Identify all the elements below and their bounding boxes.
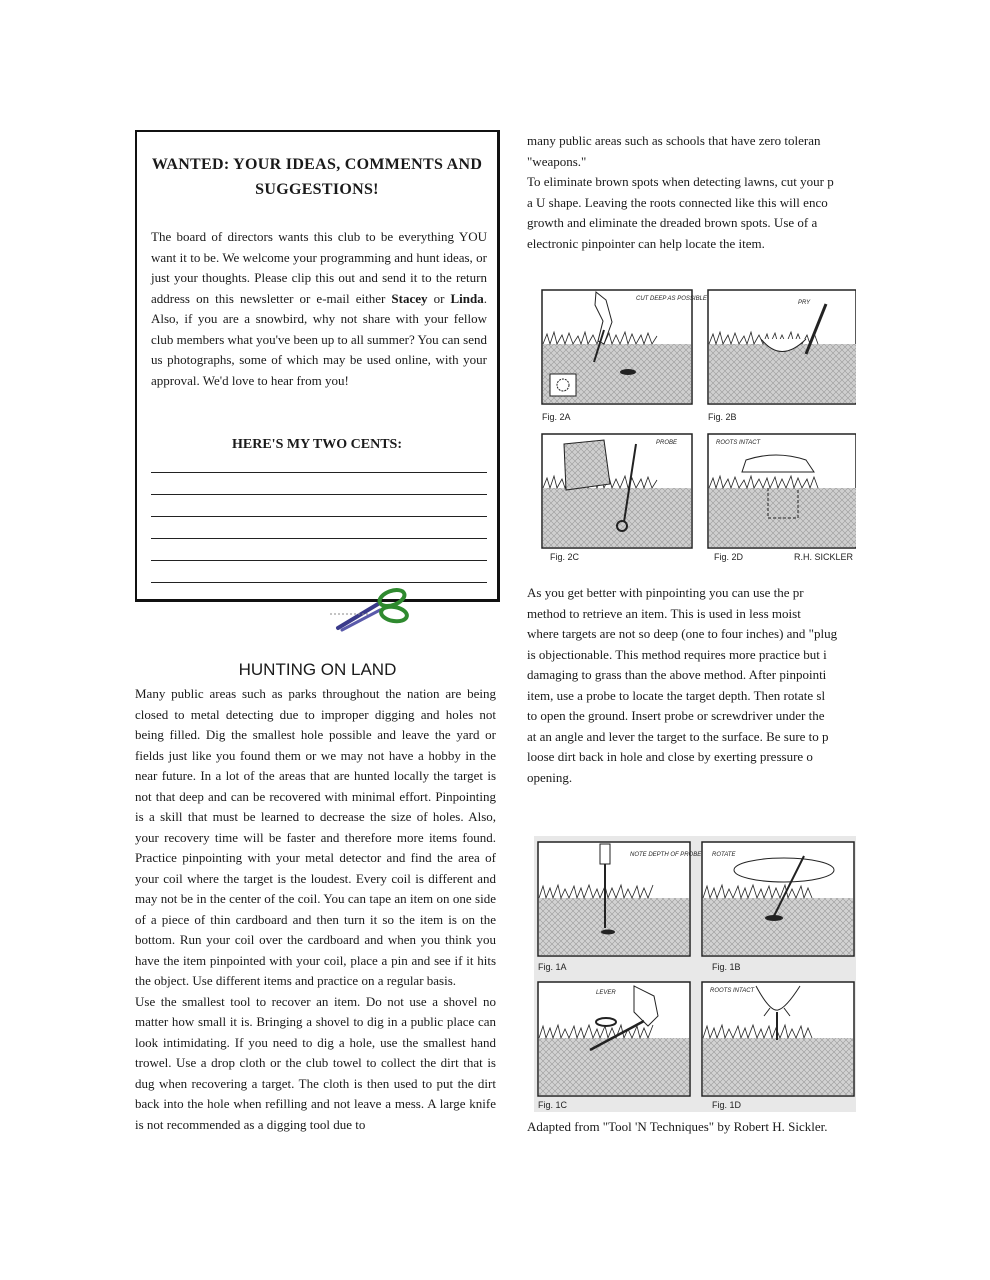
figure-panel-2a (542, 290, 708, 422)
hunting-paragraph-1: Many public areas such as parks throughout the nation are being closed to metal detecting due to improper digging and holes not being filled. Dig the smallest hole possible and leave the yard or fields just like you found them or we may not have a hobby in the near future. In a lot of the areas that are hunted locally the target is not that deep and can be recovered with minimal effort. Pinpointing is a skill that must be learned to decrease the size of holes. Also, your recovery time will be faster and therefore more items found. Practice pinpointing with your metal detector and find the area of your coil where the target is the loudest. Every coil is different and may not be in the center of the coil. You can tape an item on one side of a piece of thin cardboard and then turn it so the item is on the bottom. Run your coil over the cardboard and when you think you have the item pinpointed with your coil, place a pin and see if it hits the object. Use different items and practice on a regular basis. (135, 686, 496, 988)
figure-label-1d: Fig. 1D (712, 1100, 742, 1110)
contact-name-linda: Linda (450, 290, 484, 306)
figure-label-2d: Fig. 2D (714, 552, 744, 562)
contact-name-stacey: Stacey (391, 290, 428, 306)
note-probe: PROBE (656, 440, 678, 446)
text-line: at an angle and lever the target to the surface. Be sure to p (527, 728, 829, 744)
text-line: item, use a probe to locate the target depth. Then rotate sl (527, 687, 826, 703)
write-in-line[interactable] (151, 472, 487, 473)
coupon-body-part-3: . Also, if you are a snowbird, why not share with your fellow club members what you've been up to all summer? You can send us photographs, some of which may be used online, with your approval. We'd love to hear from you! (151, 290, 487, 388)
write-in-line[interactable] (151, 494, 487, 495)
text-line: method to retrieve an item. This is used in less moist (527, 605, 801, 621)
note-pry: PRY (798, 300, 811, 306)
figure-panel-1a (538, 842, 702, 972)
figure-label-1c: Fig. 1C (538, 1100, 568, 1110)
note-roots-intact: ROOTS INTACT (716, 440, 761, 446)
figure-panel-1d (702, 982, 854, 1110)
figure-panel-2c (542, 434, 692, 562)
write-in-line[interactable] (151, 516, 487, 517)
figure-1-illustration (534, 836, 856, 1112)
note-lever: LEVER (596, 990, 616, 996)
right-column-mid-text (527, 583, 856, 789)
figure-credit: R.H. SICKLER (794, 552, 854, 562)
figure-label-2c: Fig. 2C (550, 552, 580, 562)
coupon-title (147, 152, 487, 202)
text-line: growth and eliminate the dreaded brown spots. Use of a (527, 215, 818, 230)
figure-panel-2d (708, 434, 856, 562)
right-column-top-text (527, 131, 856, 253)
text-line: damaging to grass than the above method. After pinpointi (527, 667, 827, 682)
text-line: loose dirt back in hole and close by exerting pressure o (527, 749, 813, 764)
figure-label-1b: Fig. 1B (712, 962, 741, 972)
figure-label-2a: Fig. 2A (542, 412, 571, 422)
coupon-body-part-1: The board of directors wants this club to be everything YOU want it to be. We welcome your programming and hunt ideas, or just your thoughts. Please clip this out and send it to the return address on this newsletter or e-mail either (151, 229, 487, 306)
write-in-line[interactable] (151, 538, 487, 539)
hunting-heading: HUNTING ON LAND (238, 660, 397, 679)
text-line: where targets are not so deep (one to four inches) and "plug (527, 626, 838, 641)
figure-caption: Adapted from "Tool 'N Techniques" by Robert H. Sickler. (527, 1119, 828, 1134)
note-cut-deep: CUT DEEP AS POSSIBLE (636, 296, 707, 302)
text-line: opening. (527, 769, 573, 785)
coupon-title-line-1: WANTED: YOUR IDEAS, COMMENTS AND (151, 156, 483, 173)
note-depth-of-probe: NOTE DEPTH OF PROBE (630, 852, 702, 858)
figure-label-2b: Fig. 2B (708, 412, 737, 422)
suggestion-coupon-box (135, 130, 500, 602)
figure-panel-2b (708, 290, 856, 422)
text-line: to open the ground. Insert probe or screwdriver under the (527, 708, 825, 723)
two-cents-heading: HERE'S MY TWO CENTS: (232, 437, 402, 452)
figure-panel-1b (702, 842, 854, 972)
write-in-line[interactable] (151, 582, 487, 583)
coupon-body (151, 227, 487, 391)
text-line: To eliminate brown spots when detecting lawns, cut your p (527, 174, 834, 189)
coupon-title-line-2: SUGGESTIONS! (255, 181, 379, 198)
figure-label-1a: Fig. 1A (538, 962, 567, 972)
write-in-line[interactable] (151, 560, 487, 561)
text-line: many public areas such as schools that have zero toleran (527, 133, 821, 148)
text-line: electronic pinpointer can help locate the item. (527, 235, 765, 251)
text-line: As you get better with pinpointing you can use the pr (527, 585, 804, 600)
figure-2-illustration (536, 284, 856, 566)
hunting-paragraph-2: Use the smallest tool to recover an item. Do not use a shovel no matter how small it is. Bringing a shovel to dig in a public place can look intimidating. If you need to dig a hole, use the smallest hand trowel. Use a drop cloth or the club towel to collect the dirt that is dug when recovering a target. The cloth is then used to put the dirt back into the hole when refilling and not leave a mess. A large knife is not recommended as a digging tool due to (135, 993, 496, 1132)
note-rotate: ROTATE (712, 852, 736, 858)
hunting-article (135, 684, 496, 1150)
figure-panel-1c (538, 982, 690, 1110)
text-line: a U shape. Leaving the roots connected like this will enco (527, 194, 828, 210)
text-line: is objectionable. This method requires more practice but i (527, 646, 827, 662)
scissors-icon (330, 584, 412, 634)
coupon-body-part-2: or (427, 290, 451, 306)
text-line: "weapons." (527, 153, 587, 169)
note-roots-intact-1d: ROOTS INTACT (710, 988, 755, 994)
